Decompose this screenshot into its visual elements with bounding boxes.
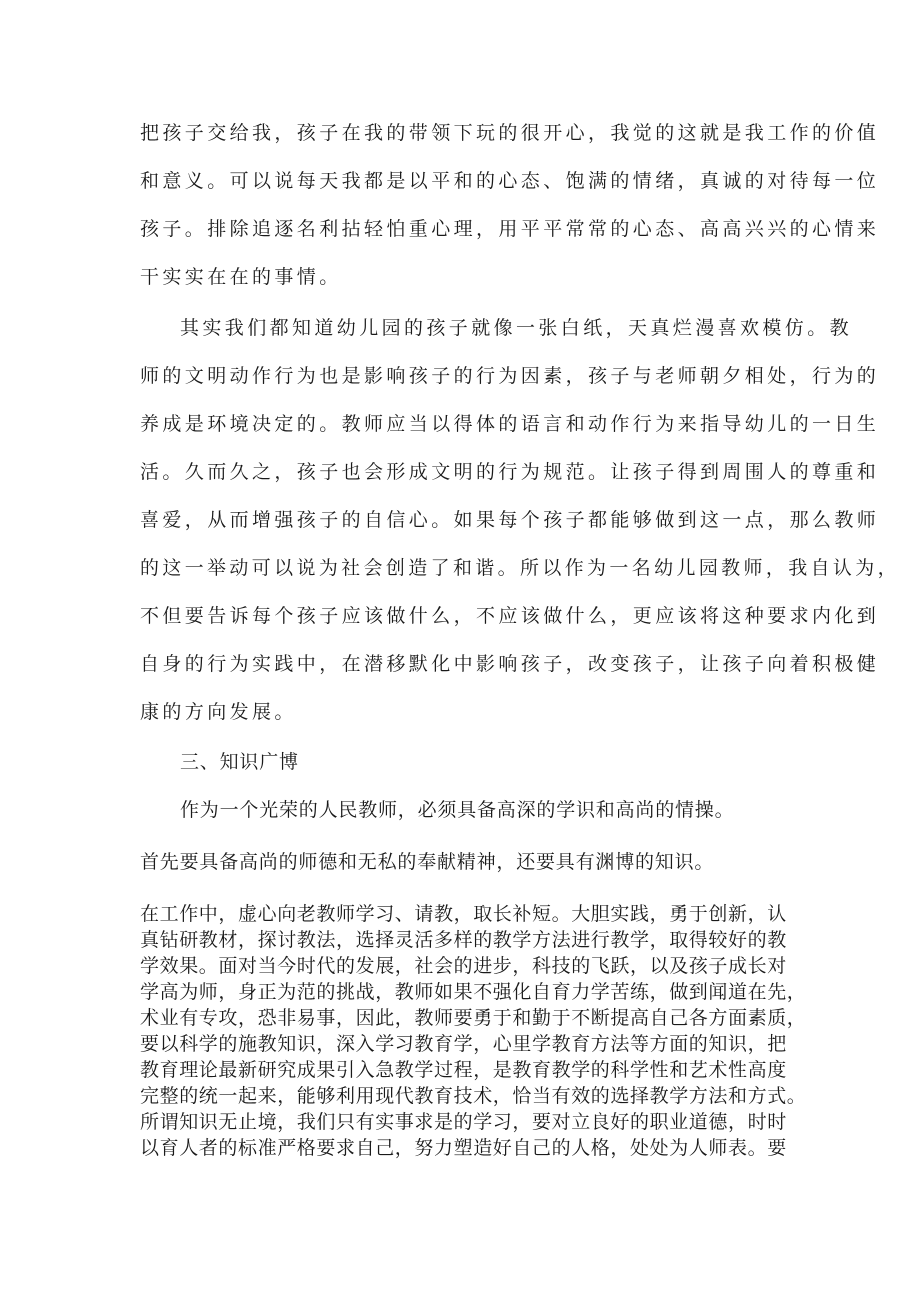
text-line: 养成是环境决定的。教师应当以得体的语言和动作行为来指导幼儿的一日生	[140, 413, 880, 435]
text-line: 孩子。排除追逐名利拈轻怕重心理，用平平常常的心态、高高兴兴的心情来	[140, 218, 880, 240]
section-heading: 三、知识广博	[180, 751, 299, 773]
text-line: 教育理论最新研究成果引入急教学过程，是教育教学的科学性和艺术性高度	[140, 1059, 787, 1081]
paragraph-3: 作为一个光荣的人民教师，必须具备高深的学识和高尚的情操。	[180, 799, 735, 821]
text-line: 不但要告诉每个孩子应该做什么，不应该做什么，更应该将这种要求内化到	[140, 605, 880, 627]
text-line: 师的文明动作行为也是影响孩子的行为因素，孩子与老师朝夕相处，行为的	[140, 365, 880, 387]
text-line: 在工作中，虚心向老教师学习、请教，取长补短。大胆实践，勇于创新，认	[140, 903, 787, 925]
text-line: 喜爱，从而增强孩子的自信心。如果每个孩子都能够做到这一点，那么教师	[140, 509, 880, 531]
paragraph-4: 首先要具备高尚的师德和无私的奉献精神，还要具有渊博的知识。	[140, 851, 715, 873]
text-line: 以育人者的标准严格要求自己，努力塑造好自己的人格，处处为人师表。要	[140, 1137, 787, 1159]
text-line: 所谓知识无止境，我们只有实事求是的学习，要对立良好的职业道德，时时	[140, 1111, 787, 1133]
text-line: 的这一举动可以说为社会创造了和谐。所以作为一名幼儿园教师，我自认为，	[140, 557, 900, 579]
text-line: 学高为师，身正为范的挑战，教师如果不强化自育力学苦练，做到闻道在先，	[140, 981, 807, 1003]
text-line: 要以科学的施教知识，深入学习教育学，心里学教育方法等方面的知识，把	[140, 1033, 787, 1055]
text-line: 康的方向发展。	[140, 701, 297, 723]
text-line: 完整的统一起来，能够利用现代教育技术，恰当有效的选择教学方法和方式。	[140, 1085, 807, 1107]
text-line: 真钻研教材，探讨教法，选择灵活多样的教学方法进行教学，取得较好的教	[140, 929, 787, 951]
text-line: 活。久而久之，孩子也会形成文明的行为规范。让孩子得到周围人的尊重和	[140, 461, 880, 483]
text-line: 把孩子交给我，孩子在我的带领下玩的很开心，我觉的这就是我工作的价值	[140, 122, 880, 144]
text-line: 干实实在在的事情。	[140, 266, 342, 288]
text-line: 学效果。面对当今时代的发展，社会的进步，科技的飞跃，以及孩子成长对	[140, 955, 787, 977]
text-line: 其实我们都知道幼儿园的孩子就像一张白纸，天真烂漫喜欢模仿。教	[180, 317, 853, 339]
text-line: 术业有专攻，恐非易事，因此，教师要勇于和勤于不断提高自己各方面素质，	[140, 1007, 807, 1029]
text-line: 和意义。可以说每天我都是以平和的心态、饱满的情绪，真诚的对待每一位	[140, 170, 880, 192]
text-line: 自身的行为实践中，在潜移默化中影响孩子，改变孩子，让孩子向着积极健	[140, 653, 880, 675]
